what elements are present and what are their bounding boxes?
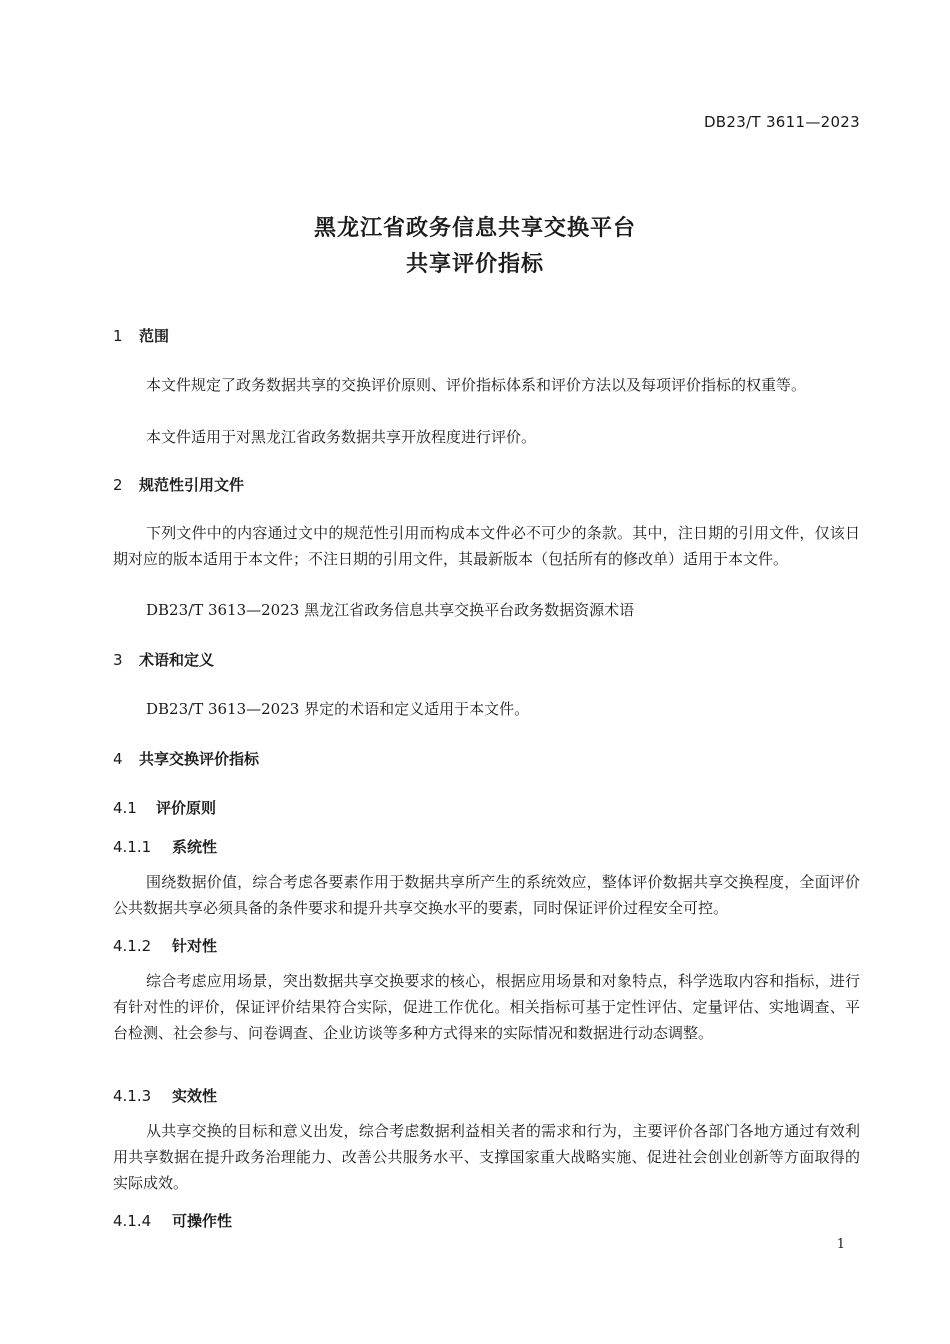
document-code: DB23/T 3611—2023 (703, 113, 860, 131)
section-4-1-1-paragraph: 围绕数据价值，综合考虑各要素作用于数据共享所产生的系统效应，整体评价数据共享交换程度，全面评价公共数据共享必须具备的条件要求和提升共享交换水平的要素，同时保证评价过程安全可控。 (113, 873, 860, 917)
section-number: 4.1 (113, 799, 137, 817)
page-number: 1 (836, 1237, 845, 1252)
section-number: 4.1.3 (113, 1087, 152, 1105)
section-1-paragraph-2: 本文件适用于对黑龙江省政务数据共享开放程度进行评价。 (146, 428, 537, 446)
section-number: 3 (113, 651, 123, 669)
section-title: 术语和定义 (139, 651, 215, 669)
section-title: 针对性 (172, 937, 218, 955)
section-4-1-3-heading (113, 1085, 217, 1106)
normative-reference: DB23/T 3613—2023 黑龙江省政务信息共享交换平台政务数据资源术语 (146, 601, 635, 619)
section-4-1-heading (113, 797, 216, 818)
section-3-heading (113, 649, 214, 670)
section-title: 可操作性 (172, 1212, 233, 1230)
section-number: 4.1.1 (113, 838, 152, 856)
section-4-1-2-paragraph: 综合考虑应用场景，突出数据共享交换要求的核心，根据应用场景和对象特点，科学选取内容和指标，进行有针对性的评价，保证评价结果符合实际，促进工作优化。相关指标可基于定性评估、定量评估、实地调查、平台检测、社会参与、问卷调查、企业访谈等多种方式得来的实际情况和数据进行动态调整。 (113, 972, 860, 1042)
section-title: 范围 (139, 327, 170, 345)
section-title: 评价原则 (156, 799, 217, 817)
section-4-1-1-heading (113, 836, 217, 857)
section-4-heading (113, 748, 259, 769)
document-title-line2: 共享评价指标 (405, 252, 544, 277)
section-2-paragraph-1: 下列文件中的内容通过文中的规范性引用而构成本文件必不可少的条款。其中，注日期的引用文件，仅该日期对应的版本适用于本文件；不注日期的引用文件，其最新版本（包括所有的修改单）适用于本文件。 (113, 524, 860, 568)
section-title: 实效性 (172, 1087, 218, 1105)
section-number: 2 (113, 476, 123, 494)
section-1-heading (113, 325, 169, 346)
section-title: 系统性 (172, 838, 218, 856)
section-4-1-2-heading (113, 935, 217, 956)
section-3-paragraph-1: DB23/T 3613—2023 界定的术语和定义适用于本文件。 (146, 700, 530, 718)
section-number: 4.1.2 (113, 937, 152, 955)
section-number: 1 (113, 327, 123, 345)
section-number: 4 (113, 750, 123, 768)
document-title-line1: 黑龙江省政务信息共享交换平台 (313, 216, 636, 241)
section-title: 规范性引用文件 (139, 476, 245, 494)
section-1-paragraph-1: 本文件规定了政务数据共享的交换评价原则、评价指标体系和评价方法以及每项评价指标的权重等。 (146, 376, 807, 394)
section-title: 共享交换评价指标 (139, 750, 260, 768)
section-number: 4.1.4 (113, 1212, 152, 1230)
section-4-1-3-paragraph: 从共享交换的目标和意义出发，综合考虑数据利益相关者的需求和行为，主要评价各部门各地方通过有效利用共享数据在提升政务治理能力、改善公共服务水平、支撑国家重大战略实施、促进社会创业创新等方面取得的实际成效。 (113, 1122, 860, 1192)
section-2-heading (113, 474, 244, 495)
section-4-1-4-heading (113, 1210, 232, 1231)
